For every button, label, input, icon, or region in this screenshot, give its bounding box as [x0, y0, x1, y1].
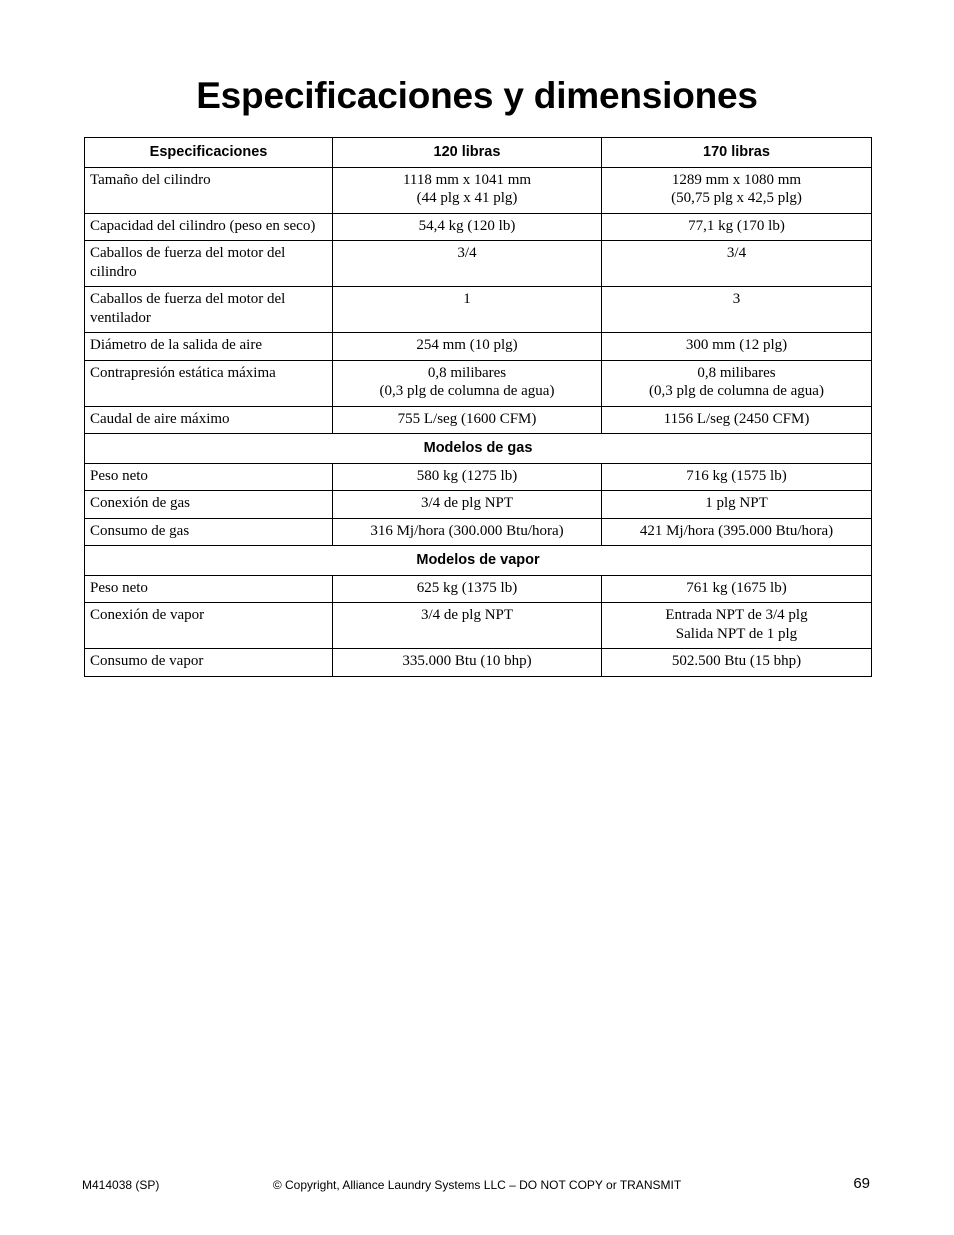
value-line: 0,8 milibares: [697, 364, 776, 381]
value-170: 1 plg NPT: [602, 491, 872, 519]
row-label: Diámetro de la salida de aire: [85, 333, 333, 361]
value-120: [333, 360, 602, 406]
table-row: [85, 463, 872, 491]
value-170: 77,1 kg (170 lb): [602, 213, 872, 241]
row-label: Peso neto: [85, 463, 333, 491]
table-row: [85, 575, 872, 603]
value-120: 3/4: [333, 241, 602, 287]
table-row: [85, 649, 872, 677]
row-label: Caudal de aire máximo: [85, 406, 333, 434]
value-170: 716 kg (1575 lb): [602, 463, 872, 491]
column-header-120-libras: 120 libras: [333, 138, 602, 168]
value-line: (50,75 plg x 42,5 plg): [671, 190, 802, 206]
table-row: [85, 167, 872, 213]
table-row: [85, 518, 872, 546]
value-170: [602, 167, 872, 213]
value-line: Entrada NPT de 3/4 plg: [665, 607, 808, 623]
table-row: [85, 287, 872, 333]
value-170: 761 kg (1675 lb): [602, 575, 872, 603]
section-header-row-steam: [85, 546, 872, 576]
row-label: Conexión de gas: [85, 491, 333, 519]
value-170: 300 mm (12 plg): [602, 333, 872, 361]
row-label: Caballos de fuerza del motor del cilindro: [85, 241, 333, 287]
value-170: [602, 603, 872, 649]
row-label: Peso neto: [85, 575, 333, 603]
value-120: 54,4 kg (120 lb): [333, 213, 602, 241]
section-header-row-gas: [85, 434, 872, 464]
column-header-170-libras: 170 libras: [602, 138, 872, 168]
value-170: 3: [602, 287, 872, 333]
value-120: 625 kg (1375 lb): [333, 575, 602, 603]
value-170: 1156 L/seg (2450 CFM): [602, 406, 872, 434]
footer-doc-id: M414038 (SP): [82, 1178, 160, 1192]
value-120: 755 L/seg (1600 CFM): [333, 406, 602, 434]
value-170: 421 Mj/hora (395.000 Btu/hora): [602, 518, 872, 546]
value-120: 580 kg (1275 lb): [333, 463, 602, 491]
value-120: 3/4 de plg NPT: [333, 491, 602, 519]
value-170: 3/4: [602, 241, 872, 287]
page-title: Especificaciones y dimensiones: [196, 75, 758, 116]
table-row: [85, 241, 872, 287]
value-120: 254 mm (10 plg): [333, 333, 602, 361]
row-label: Caballos de fuerza del motor del ventilador: [85, 287, 333, 333]
table-header-row: [85, 138, 872, 168]
row-label: Tamaño del cilindro: [85, 167, 333, 213]
table-row: [85, 491, 872, 519]
table-row: [85, 603, 872, 649]
value-120: 1: [333, 287, 602, 333]
row-label: Consumo de gas: [85, 518, 333, 546]
value-line: Salida NPT de 1 plg: [675, 625, 798, 642]
value-line: (0,3 plg de columna de agua): [649, 383, 824, 399]
value-170: 502.500 Btu (15 bhp): [602, 649, 872, 677]
row-label: Conexión de vapor: [85, 603, 333, 649]
table-row: [85, 406, 872, 434]
value-line: 1118 mm x 1041 mm: [402, 171, 532, 188]
section-title-gas: Modelos de gas: [85, 434, 872, 464]
row-label: Consumo de vapor: [85, 649, 333, 677]
column-header-specifications: Especificaciones: [85, 138, 333, 168]
table-row: [85, 213, 872, 241]
footer-copyright: © Copyright, Alliance Laundry Systems LLC – DO NOT COPY or TRANSMIT: [272, 1178, 682, 1192]
specifications-table: [84, 137, 872, 677]
value-120: [333, 167, 602, 213]
value-line: (0,3 plg de columna de agua): [379, 383, 555, 399]
section-title-steam: Modelos de vapor: [85, 546, 872, 576]
value-120: 316 Mj/hora (300.000 Btu/hora): [333, 518, 602, 546]
row-label: Contrapresión estática máxima: [85, 360, 333, 406]
table-row: [85, 360, 872, 406]
value-120: 335.000 Btu (10 bhp): [333, 649, 602, 677]
value-line: 1289 mm x 1080 mm: [671, 171, 802, 188]
value-170: [602, 360, 872, 406]
table-row: [85, 333, 872, 361]
row-label: Capacidad del cilindro (peso en seco): [85, 213, 333, 241]
footer-page-number: 69: [853, 1175, 870, 1192]
value-line: 0,8 milibares: [427, 364, 507, 381]
value-120: 3/4 de plg NPT: [333, 603, 602, 649]
value-line: (44 plg x 41 plg): [416, 190, 518, 206]
